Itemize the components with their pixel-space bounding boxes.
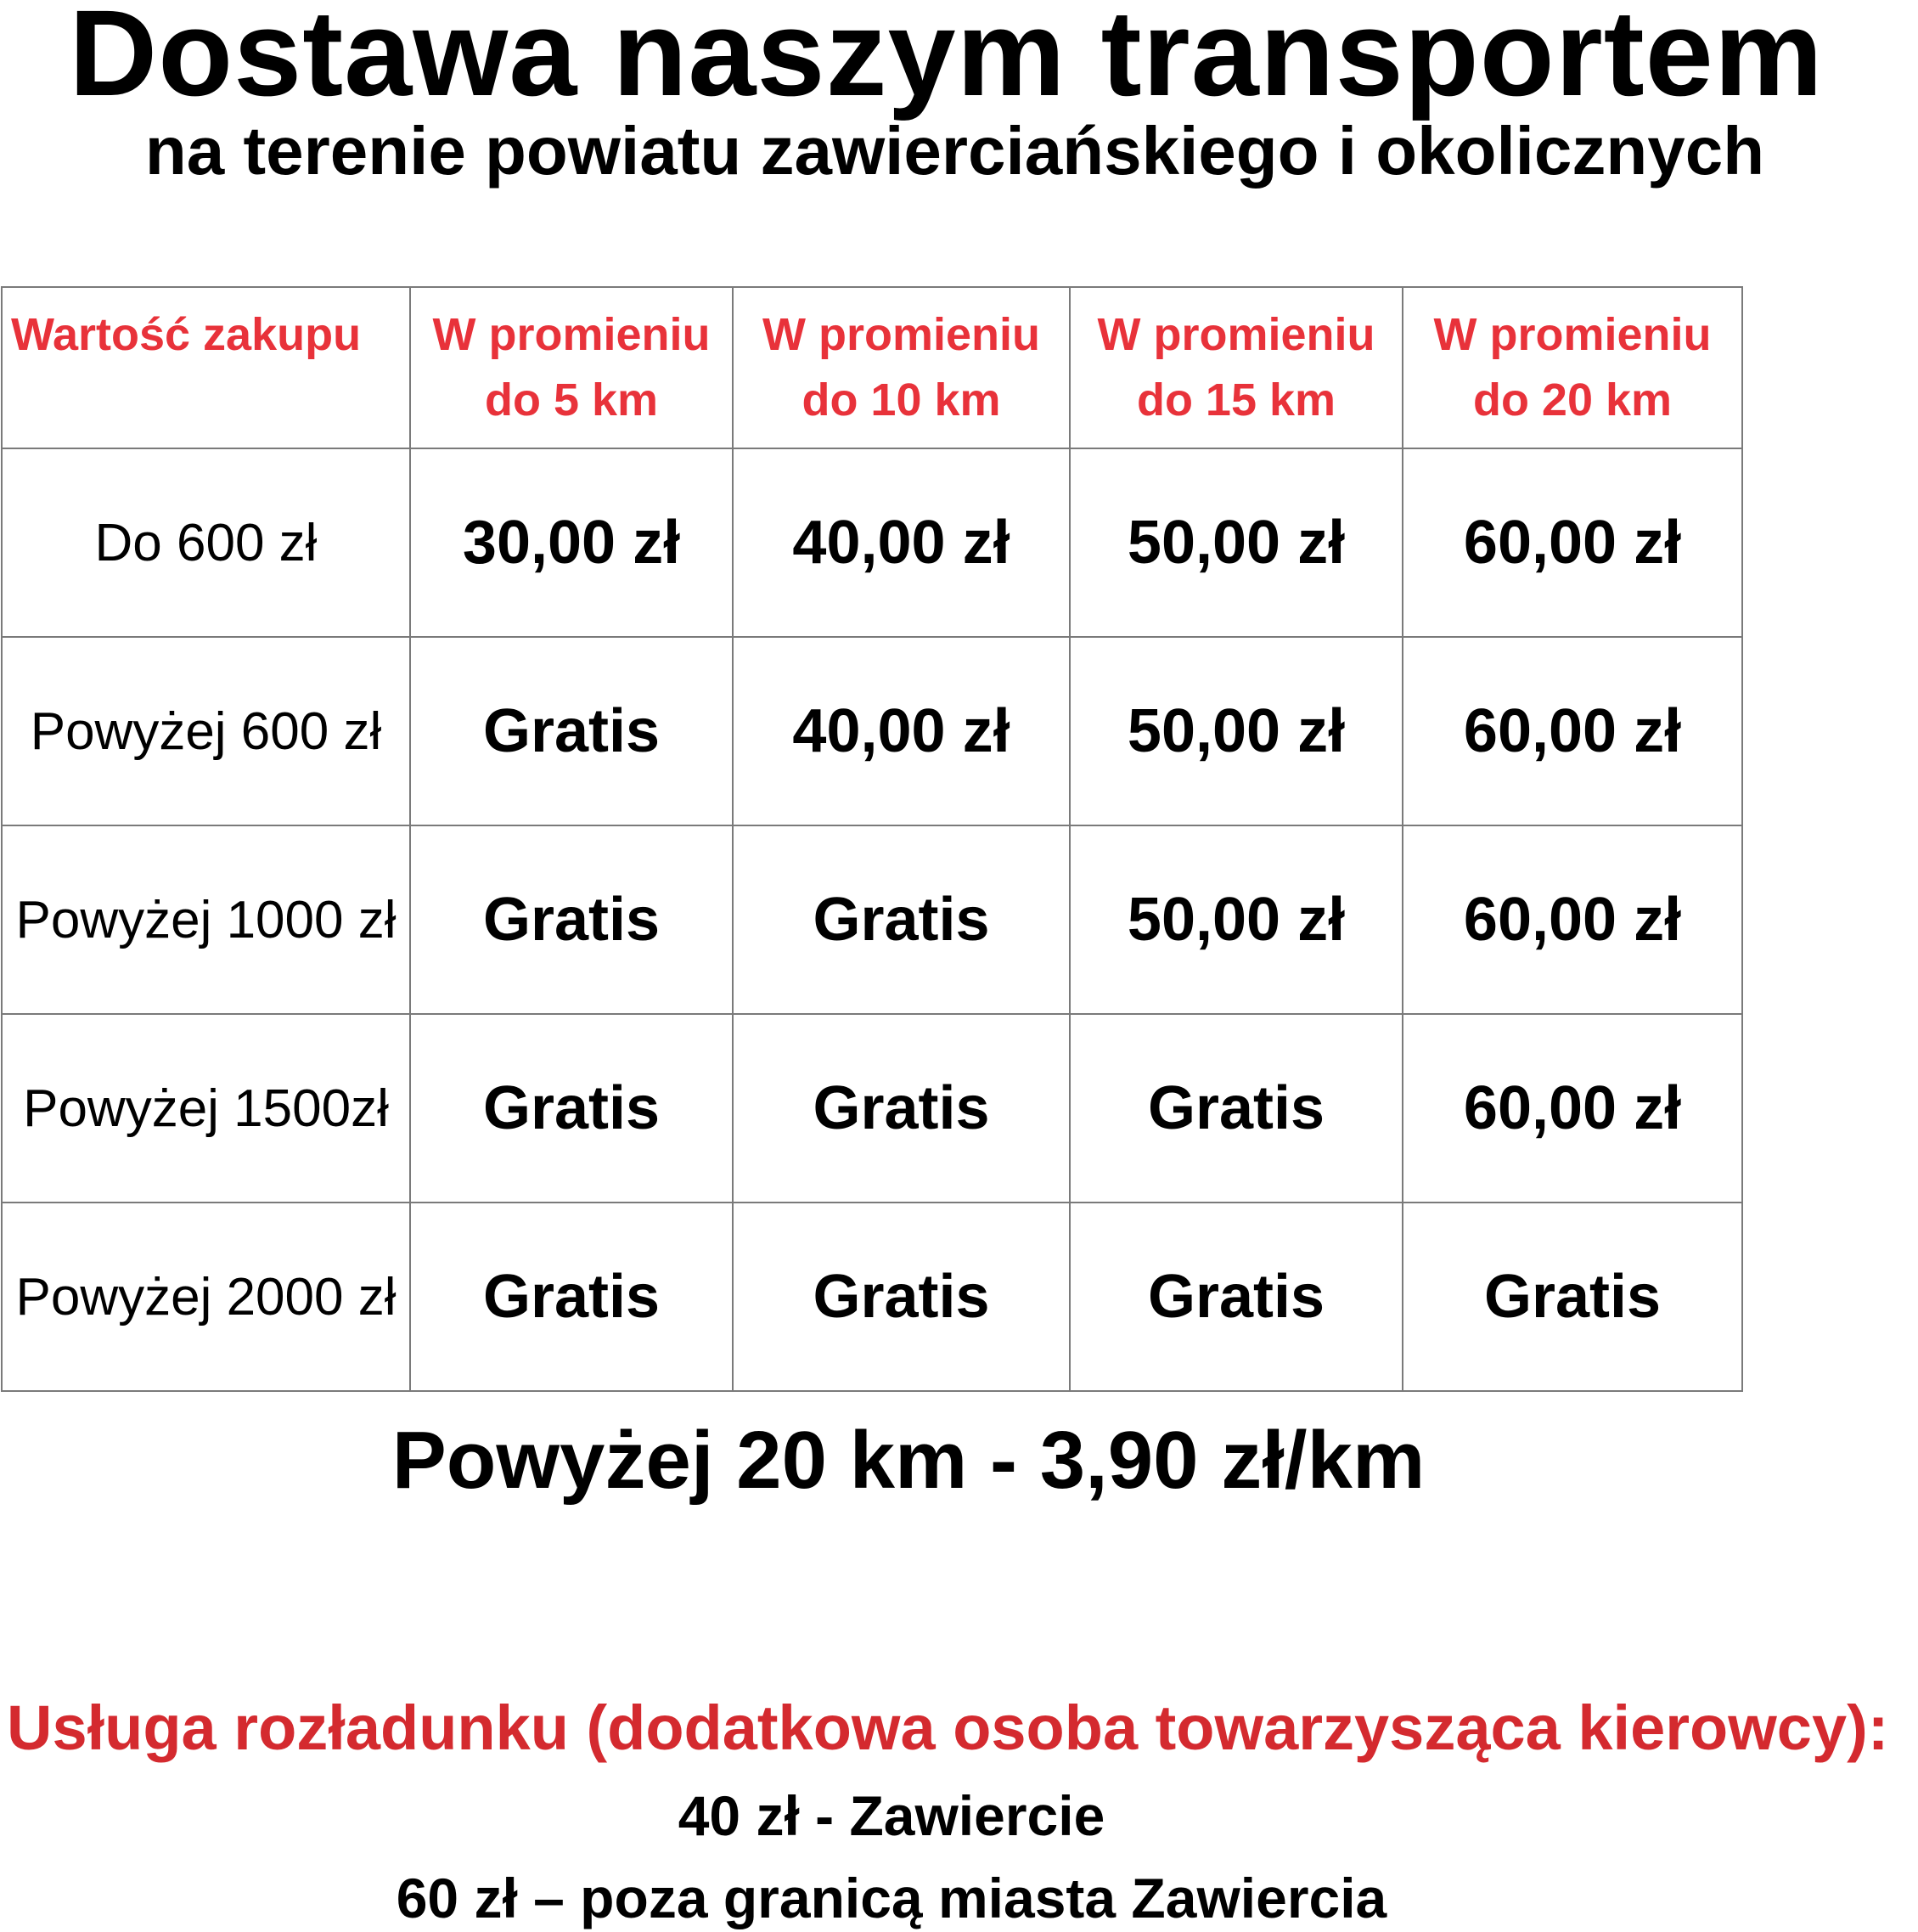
price-cell: Gratis	[1070, 1014, 1403, 1203]
column-header-line: do 20 km	[1472, 375, 1673, 425]
row-label: Do 600 zł	[2, 448, 410, 637]
table-header-row	[2, 287, 1742, 448]
table-row	[2, 1203, 1742, 1391]
table-row	[2, 448, 1742, 637]
row-label: Powyżej 600 zł	[2, 637, 410, 825]
column-header-15km	[1070, 287, 1403, 448]
column-header-5km	[410, 287, 733, 448]
table-row	[2, 637, 1742, 825]
price-cell: 50,00 zł	[1070, 825, 1403, 1014]
column-header-line: do 5 km	[484, 375, 659, 425]
row-label: Powyżej 1500zł	[2, 1014, 410, 1203]
price-cell: 40,00 zł	[733, 637, 1070, 825]
column-header-line: W promieniu	[762, 309, 1040, 360]
price-cell: Gratis	[410, 825, 733, 1014]
column-header-line: do 15 km	[1136, 375, 1336, 425]
price-cell: Gratis	[1070, 1203, 1403, 1391]
column-header-line: do 10 km	[802, 375, 1001, 425]
price-cell: Gratis	[733, 825, 1070, 1014]
column-header-line: W promieniu	[1097, 309, 1375, 360]
table-row	[2, 1014, 1742, 1203]
page-subtitle: na terenie powiatu zawierciańskiego i okolicznych	[144, 113, 1765, 189]
price-cell: 60,00 zł	[1403, 1014, 1742, 1203]
column-header-line: Wartość zakupu	[11, 309, 362, 360]
price-cell: Gratis	[733, 1014, 1070, 1203]
over-20km-rate: Powyżej 20 km - 3,90 zł/km	[391, 1415, 1426, 1506]
column-header-10km	[733, 287, 1070, 448]
price-cell: 60,00 zł	[1403, 637, 1742, 825]
page-title: Dostawa naszym transportem	[69, 0, 1824, 121]
price-cell: Gratis	[410, 1014, 733, 1203]
delivery-price-table	[1, 286, 1743, 1392]
price-cell: 60,00 zł	[1403, 448, 1742, 637]
unloading-service-heading: Usługa rozładunku (dodatkowa osoba towarzysząca kierowcy):	[7, 1693, 1889, 1763]
price-cell: 60,00 zł	[1403, 825, 1742, 1014]
price-cell: 30,00 zł	[410, 448, 733, 637]
column-header-20km	[1403, 287, 1742, 448]
price-cell: 50,00 zł	[1070, 637, 1403, 825]
price-cell: Gratis	[733, 1203, 1070, 1391]
price-cell: Gratis	[1403, 1203, 1742, 1391]
row-label: Powyżej 1000 zł	[2, 825, 410, 1014]
price-cell: 50,00 zł	[1070, 448, 1403, 637]
price-cell: 40,00 zł	[733, 448, 1070, 637]
unloading-price-outside-city: 60 zł – poza granicą miasta Zawiercia	[396, 1867, 1387, 1929]
column-header-line: W promieniu	[1433, 309, 1712, 360]
column-header-purchase-value	[2, 287, 410, 448]
table-row	[2, 825, 1742, 1014]
column-header-line: W promieniu	[432, 309, 711, 360]
row-label: Powyżej 2000 zł	[2, 1203, 410, 1391]
price-cell: Gratis	[410, 637, 733, 825]
unloading-price-zawiercie: 40 zł - Zawiercie	[678, 1784, 1105, 1847]
price-cell: Gratis	[410, 1203, 733, 1391]
